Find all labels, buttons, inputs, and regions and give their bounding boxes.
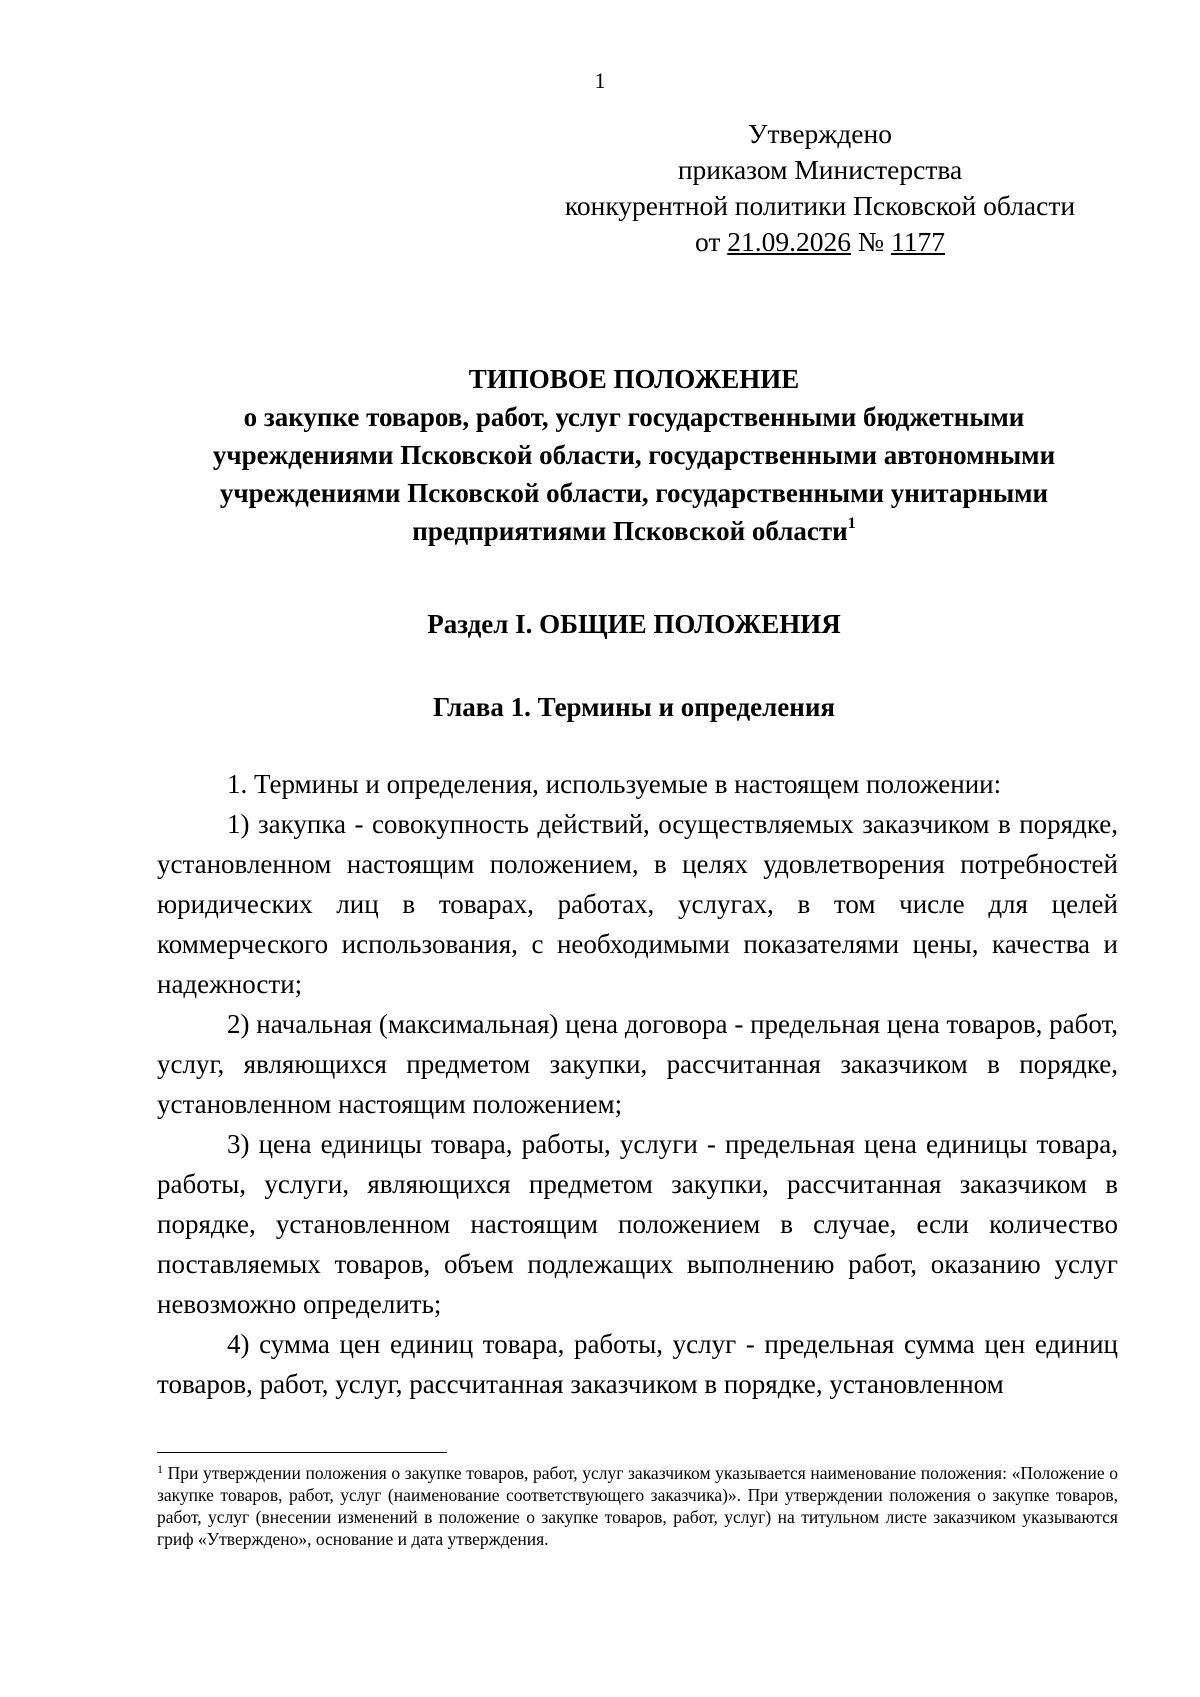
footnote-marker: 1 [157, 1462, 163, 1476]
paragraph: 3) цена единицы товара, работы, услуги - предельная цена единицы товара, работы, услуги, являющихся предметом закупки, рассчитанная заказчиком в порядке, установленном настоящим положением в случае, если количество поставляемых товаров, объем подлежащих выполнению работ, оказанию услуг невозможно определить; [157, 1129, 1118, 1319]
title-subtitle-text: о закупке товаров, работ, услуг государственными бюджетными учреждениями Псковской области, государственными автономными учреждениями Псковской области, государственными унитарными предприятиями Псковской области [212, 402, 1056, 546]
number-prefix: № [851, 226, 892, 257]
approval-line-approved: Утверждено [748, 118, 892, 149]
paragraph: 1. Термины и определения, используемые в настоящем положении: [227, 769, 1002, 799]
title-subtitle [150, 398, 1118, 550]
paragraph: 2) начальная (максимальная) цена договора - предельная цена товаров, работ, услуг, являющихся предметом закупки, рассчитанная заказчиком в порядке, установленном настоящим положением; [157, 1009, 1118, 1119]
body-text [157, 764, 1118, 1404]
footnote [157, 1462, 1118, 1550]
approval-stamp [520, 116, 1120, 260]
paragraph: 1) закупка - совокупность действий, осуществляемых заказчиком в порядке, установленном настоящим положением, в целях удовлетворения потребностей юридических лиц в товарах, работах, услугах, в том числе для целей коммерческого использования, с необходимыми показателями цены, качества и надежности; [157, 809, 1118, 999]
footnote-text: При утверждении положения о закупке товаров, работ, услуг заказчиком указывается наименование положения: «Положение о закупке товаров, работ, услуг (наименование соответствующего заказчика)». При утверждении положения о закупке товаров, работ, услуг (внесении изменений в положение о закупке товаров, работ, услуг) на титульном листе заказчиком указываются гриф «Утверждено», основание и дата утверждения. [157, 1463, 1118, 1549]
approval-number: 1177 [891, 226, 945, 257]
title-footnote-ref: 1 [847, 515, 856, 532]
paragraph: 4) сумма цен единиц товара, работы, услуг - предельная сумма цен единиц товаров, работ, услуг, рассчитанная заказчиком в порядке, установленном [157, 1329, 1118, 1399]
approval-line-date [520, 224, 1120, 260]
approval-line-ministry: конкурентной политики Псковской области [564, 190, 1076, 221]
date-prefix: от [694, 226, 728, 257]
title-heading: ТИПОВОЕ ПОЛОЖЕНИЕ [468, 364, 800, 394]
page-number: 1 [594, 68, 606, 93]
chapter-title: Глава 1. Термины и определения [432, 692, 836, 722]
section-title: Раздел I. ОБЩИЕ ПОЛОЖЕНИЯ [427, 609, 841, 639]
document-title [150, 360, 1118, 550]
approval-date: 21.09.2026 [727, 226, 852, 257]
footnote-divider [157, 1452, 447, 1453]
approval-line-order: приказом Министерства [677, 154, 963, 185]
